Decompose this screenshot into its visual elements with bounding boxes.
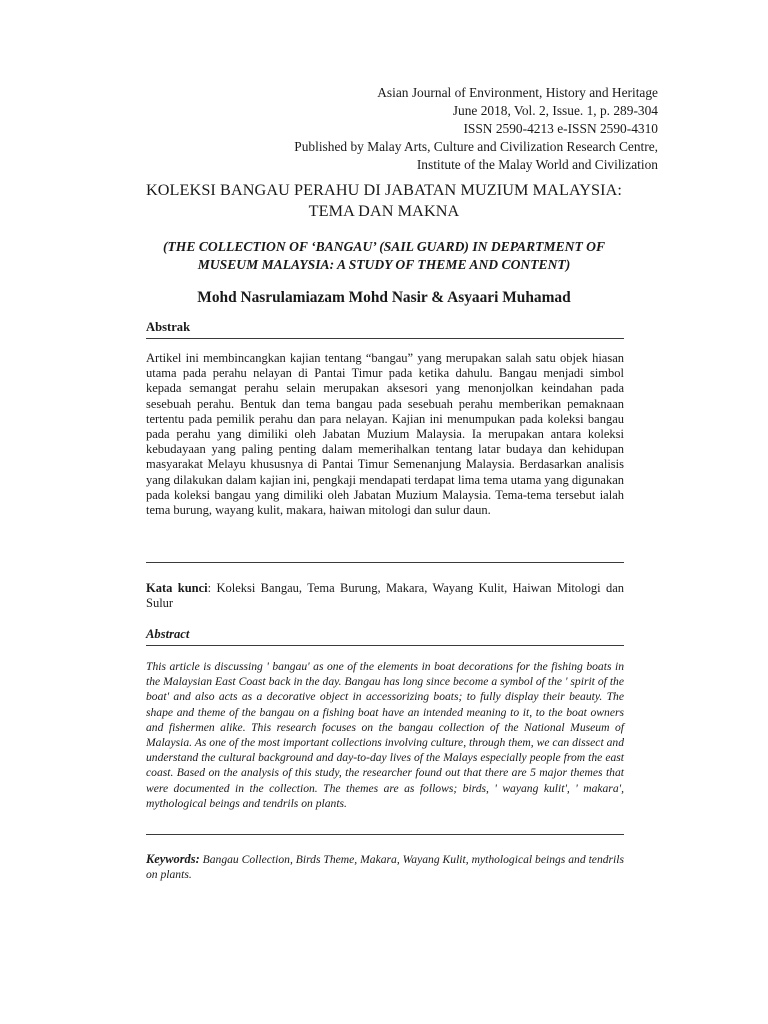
abstrak-top-divider bbox=[146, 338, 624, 339]
abstrak-heading: Abstrak bbox=[146, 320, 191, 334]
journal-issue: June 2018, Vol. 2, Issue. 1, p. 289-304 bbox=[452, 103, 658, 118]
abstrak-text: Artikel ini membincangkan kajian tentang “bangau” yang merupakan salah satu objek hiasan utama pada perahu nelayan di Pantai Timur pada ketika dahulu. Bangau menjadi simbol kepada semangat perahu selain merupakan aksesori yang menonjolkan keindahan pada sesebuah perahu. Bentuk dan tema bangau pada sesebuah perahu memberikan pemaknaan tertentu pada pemilik perahu dan para nelayan. Kajian ini menumpukan pada koleksi bangau pada perahu yang dimiliki oleh Jabatan Muzium Malaysia. Ia merupakan antara koleksi kebudayaan yang paling penting dalam memerihalkan tentang latar budaya dan kehidupan masyarakat Melayu khususnya di Pantai Timur Semenanjung Malaysia. Berdasarkan analisis yang dilakukan dalam kajian ini, pengkaji mendapati terdapat lima tema utama yang digunakan pada koleksi bangau yang dimiliki oleh Jabatan Muzium Malaysia. Tema-tema tersebut ialah tema burung, wayang kulit, makara, haiwan mitologi dan sulur daun. bbox=[146, 351, 624, 518]
journal-name: Asian Journal of Environment, History and Heritage bbox=[377, 85, 658, 100]
paper-title-line-2: TEMA DAN MAKNA bbox=[308, 202, 460, 220]
paper-title bbox=[100, 180, 668, 222]
keywords-label: Keywords: bbox=[146, 852, 200, 866]
abstract-text: This article is discussing ' bangau' as one of the elements in boat decorations for the fishing boats in the Malaysian East Coast back in the day. Bangau has long since become a symbol of the ' spirit of the boat' and also acts as a decorative object in accessorizing boats; to fully display their beauty. The shape and theme of the bangau on a fishing boat have an intended meaning to it, to the boat owners and fishermen alike. This research focuses on the bangau collection of the National Museum of Malaysia. As one of the most important collections involving culture, through them, we can dissect and understand the cultural background and day-to-day lives of the Malays especially people from the east coast. Based on the analysis of this study, the researcher found out that there are 5 major themes that were documented in the collection. The themes are as follows; birds, ' wayang kulit', ' makara', mythological beings and tendrils on plants. bbox=[146, 660, 624, 810]
paper-subtitle-line-2: MUSEUM MALAYSIA: A STUDY OF THEME AND CONTENT) bbox=[197, 257, 571, 272]
kata-kunci-label: Kata kunci bbox=[146, 581, 208, 595]
abstract-top-divider bbox=[146, 645, 624, 646]
abstrak-bottom-divider bbox=[146, 562, 624, 563]
paper-subtitle-line-1: (THE COLLECTION OF ‘BANGAU’ (SAIL GUARD) IN DEPARTMENT OF bbox=[162, 239, 606, 254]
kata-kunci-text: : Koleksi Bangau, Tema Burung, Makara, Wayang Kulit, Haiwan Mitologi dan Sulur bbox=[146, 581, 624, 611]
kata-kunci bbox=[146, 581, 624, 611]
journal-header bbox=[294, 84, 658, 174]
journal-publisher: Published by Malay Arts, Culture and Civilization Research Centre, bbox=[294, 139, 658, 154]
paper-subtitle bbox=[100, 238, 668, 274]
keywords-text: Bangau Collection, Birds Theme, Makara, Wayang Kulit, mythological beings and tendrils on plants. bbox=[146, 853, 624, 882]
abstract-heading: Abstract bbox=[146, 627, 190, 641]
abstract-bottom-divider bbox=[146, 834, 624, 835]
keywords bbox=[146, 852, 624, 882]
paper-authors: Mohd Nasrulamiazam Mohd Nasir & Asyaari Muhamad bbox=[197, 289, 571, 306]
journal-issn: ISSN 2590-4213 e-ISSN 2590-4310 bbox=[463, 121, 658, 136]
journal-institute: Institute of the Malay World and Civilization bbox=[416, 157, 658, 172]
paper-title-line-1: KOLEKSI BANGAU PERAHU DI JABATAN MUZIUM MALAYSIA: bbox=[145, 181, 623, 199]
